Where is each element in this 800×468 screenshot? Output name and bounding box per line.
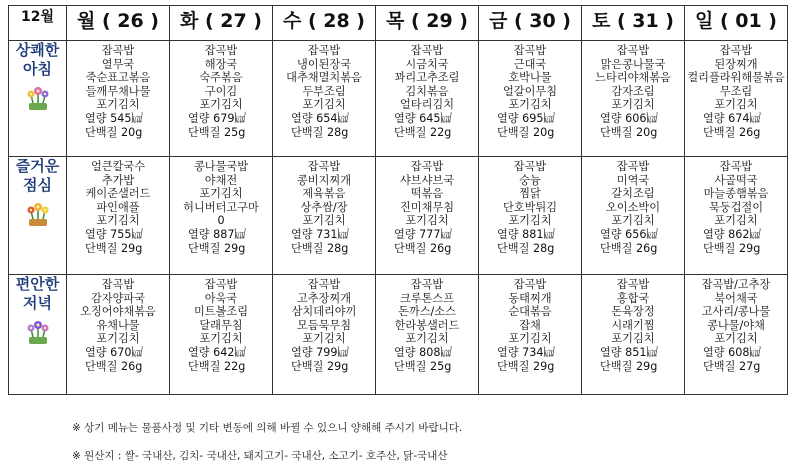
menu-item: 포기김치 bbox=[714, 214, 758, 228]
calorie-value: 열량 654㎉ bbox=[291, 111, 349, 125]
menu-cell bbox=[67, 275, 170, 395]
menu-item: 오이소박이 bbox=[605, 200, 661, 214]
menu-cell bbox=[376, 41, 479, 157]
menu-item: 케이준샐러드 bbox=[85, 187, 151, 201]
menu-item: 묵둥겁절이 bbox=[708, 200, 764, 214]
calorie-value: 열량 777㎉ bbox=[394, 227, 452, 241]
protein-value: 단백질 29g bbox=[600, 359, 658, 373]
protein-value: 단백질 26g bbox=[85, 359, 143, 373]
menu-item: 돈까스/소스 bbox=[398, 305, 456, 319]
menu-item: 고사리/콩나물 bbox=[701, 305, 771, 319]
menu-item: 한라봉샐러드 bbox=[394, 318, 460, 332]
menu-cell bbox=[67, 157, 170, 275]
calorie-value: 열량 734㎉ bbox=[497, 345, 555, 359]
menu-cell bbox=[685, 157, 788, 275]
menu-item: 잡곡밥 bbox=[204, 44, 238, 57]
menu-item: 된장찌개 bbox=[714, 57, 758, 71]
menu-item: 잡곡밥 bbox=[307, 278, 341, 291]
menu-item: 잡곡밥 bbox=[307, 44, 341, 57]
menu-item: 포기김치 bbox=[611, 332, 655, 346]
protein-value: 단백질 28g bbox=[497, 241, 555, 255]
menu-item: 들깨무채나물 bbox=[85, 84, 151, 98]
menu-item: 상추쌈/장 bbox=[300, 200, 348, 214]
menu-item: 감자양파국 bbox=[90, 291, 146, 305]
protein-value: 단백질 29g bbox=[85, 241, 143, 255]
protein-value: 단백질 29g bbox=[703, 241, 761, 255]
menu-cell bbox=[170, 157, 273, 275]
menu-cell bbox=[685, 41, 788, 157]
meal-row bbox=[9, 275, 788, 395]
menu-item: 잡곡밥 bbox=[616, 44, 650, 57]
menu-item: 잡곡밥 bbox=[513, 160, 547, 173]
calorie-value: 열량 851㎉ bbox=[600, 345, 658, 359]
menu-item: 잡곡밥 bbox=[616, 160, 650, 173]
menu-cell bbox=[376, 157, 479, 275]
menu-cell bbox=[479, 41, 582, 157]
menu-item: 포기김치 bbox=[405, 332, 449, 346]
protein-value: 단백질 26g bbox=[600, 241, 658, 255]
menu-item: 추가밥 bbox=[101, 173, 135, 187]
menu-item: 열무국 bbox=[101, 57, 135, 71]
menu-item: 사골떡국 bbox=[714, 173, 758, 187]
menu-item: 느타리야채볶음 bbox=[595, 71, 671, 85]
menu-item: 꽈리고추조림 bbox=[394, 71, 460, 85]
day-header: 목 ( 29 ) bbox=[376, 6, 479, 41]
calorie-value: 열량 808㎉ bbox=[394, 345, 452, 359]
meal-label-text: 점심 bbox=[23, 176, 52, 194]
meal-label bbox=[9, 157, 67, 275]
menu-item: 포기김치 bbox=[405, 214, 449, 228]
calorie-value: 열량 606㎉ bbox=[600, 111, 658, 125]
menu-item: 숙주볶음 bbox=[199, 71, 243, 85]
menu-item: 잡곡밥 bbox=[616, 278, 650, 291]
menu-item: 콩비지찌개 bbox=[296, 173, 352, 187]
protein-value: 단백질 25g bbox=[188, 125, 246, 139]
protein-value: 단백질 28g bbox=[291, 241, 349, 255]
menu-cell bbox=[582, 157, 685, 275]
meal-label-text: 즐거운 bbox=[15, 157, 60, 175]
day-header: 일 ( 01 ) bbox=[685, 6, 788, 41]
calorie-value: 열량 545㎉ bbox=[85, 111, 143, 125]
menu-item: 진미채무침 bbox=[399, 200, 455, 214]
meal-row bbox=[9, 41, 788, 157]
menu-cell bbox=[376, 275, 479, 395]
weekly-menu-table bbox=[8, 5, 788, 395]
meal-label-text: 상쾌한 bbox=[15, 41, 60, 59]
menu-item: 제육볶음 bbox=[302, 187, 346, 201]
meal-row bbox=[9, 157, 788, 275]
menu-item: 포기김치 bbox=[96, 98, 140, 112]
menu-item: 포기김치 bbox=[199, 332, 243, 346]
menu-item: 근대국 bbox=[513, 57, 547, 71]
calorie-value: 열량 670㎉ bbox=[85, 345, 143, 359]
menu-item: 잡곡밥 bbox=[410, 44, 444, 57]
protein-value: 단백질 29g bbox=[497, 359, 555, 373]
menu-item: 파인애플 bbox=[96, 200, 140, 214]
menu-item: 잡곡밥 bbox=[719, 44, 753, 57]
menu-item: 고추장찌개 bbox=[296, 291, 352, 305]
menu-item: 삼치데리야끼 bbox=[291, 305, 357, 319]
meal-label-text: 저녁 bbox=[23, 294, 52, 312]
menu-cell bbox=[273, 157, 376, 275]
protein-value: 단백질 29g bbox=[188, 241, 246, 255]
menu-item: 유채나물 bbox=[96, 318, 140, 332]
menu-item: 잡곡밥 bbox=[513, 278, 547, 291]
menu-item: 포기김치 bbox=[508, 98, 552, 112]
menu-item: 구이김 bbox=[204, 84, 238, 98]
calorie-value: 열량 755㎉ bbox=[85, 227, 143, 241]
menu-item: 컬리플라워해물볶음 bbox=[687, 71, 785, 85]
menu-change-note: ※ 상기 메뉴는 물품사정 및 기타 변동에 의해 바뀔 수 있으니 양해해 주시기 바랍니다. bbox=[72, 422, 463, 434]
menu-item: 대추채멸치볶음 bbox=[286, 71, 362, 85]
day-header: 수 ( 28 ) bbox=[273, 6, 376, 41]
calorie-value: 열량 887㎉ bbox=[188, 227, 246, 241]
protein-value: 단백질 20g bbox=[600, 125, 658, 139]
month-label: 12월 bbox=[9, 6, 67, 41]
protein-value: 단백질 22g bbox=[394, 125, 452, 139]
menu-cell bbox=[479, 157, 582, 275]
menu-item: 해장국 bbox=[204, 57, 238, 71]
menu-cell bbox=[67, 41, 170, 157]
menu-item: 샤브샤브국 bbox=[399, 173, 455, 187]
menu-cell bbox=[273, 275, 376, 395]
menu-item: 포기김치 bbox=[611, 214, 655, 228]
meal-label-text: 아침 bbox=[23, 60, 52, 78]
menu-item: 호박나물 bbox=[508, 71, 552, 85]
menu-item: 포기김치 bbox=[302, 332, 346, 346]
menu-item: 돈육장정 bbox=[611, 305, 655, 319]
menu-item: 포기김치 bbox=[508, 214, 552, 228]
menu-item: 마늘종햄볶음 bbox=[703, 187, 769, 201]
menu-item: 포기김치 bbox=[714, 98, 758, 112]
menu-cell bbox=[479, 275, 582, 395]
menu-item: 두부조림 bbox=[302, 84, 346, 98]
menu-item: 잡곡밥 bbox=[307, 160, 341, 173]
menu-item: 콩나물/야채 bbox=[707, 318, 765, 332]
menu-item: 0 bbox=[217, 214, 225, 228]
menu-item: 홍합국 bbox=[616, 291, 650, 305]
header-row bbox=[9, 6, 788, 41]
meal-label-text: 편안한 bbox=[15, 275, 60, 293]
protein-value: 단백질 22g bbox=[188, 359, 246, 373]
day-header: 금 ( 30 ) bbox=[479, 6, 582, 41]
protein-value: 단백질 27g bbox=[703, 359, 761, 373]
menu-item: 포기김치 bbox=[508, 332, 552, 346]
menu-item: 달래무침 bbox=[199, 318, 243, 332]
calorie-value: 열량 731㎉ bbox=[291, 227, 349, 241]
menu-item: 시래기찜 bbox=[611, 318, 655, 332]
menu-cell bbox=[685, 275, 788, 395]
protein-value: 단백질 28g bbox=[291, 125, 349, 139]
day-header: 월 ( 26 ) bbox=[67, 6, 170, 41]
menu-item: 포기김치 bbox=[302, 98, 346, 112]
calorie-value: 열량 674㎉ bbox=[703, 111, 761, 125]
menu-item: 잡곡밥 bbox=[101, 278, 135, 291]
flower-icon bbox=[9, 83, 66, 111]
menu-item: 잡곡밥/고추장 bbox=[701, 278, 771, 291]
protein-value: 단백질 26g bbox=[394, 241, 452, 255]
menu-item: 잡곡밥 bbox=[204, 278, 238, 291]
calorie-value: 열량 695㎉ bbox=[497, 111, 555, 125]
menu-item: 잡곡밥 bbox=[719, 160, 753, 173]
flower-icon bbox=[9, 199, 66, 227]
menu-item: 잡채 bbox=[519, 318, 541, 332]
calorie-value: 열량 656㎉ bbox=[600, 227, 658, 241]
menu-cell bbox=[170, 41, 273, 157]
menu-item: 찜닭 bbox=[519, 187, 541, 201]
menu-item: 잡곡밥 bbox=[513, 44, 547, 57]
menu-item: 미역국 bbox=[616, 173, 650, 187]
meal-label bbox=[9, 275, 67, 395]
calorie-value: 열량 645㎉ bbox=[394, 111, 452, 125]
calorie-value: 열량 608㎉ bbox=[703, 345, 761, 359]
menu-item: 잡곡밥 bbox=[410, 160, 444, 173]
protein-value: 단백질 20g bbox=[85, 125, 143, 139]
menu-item: 얼큰칼국수 bbox=[90, 160, 146, 173]
menu-item: 포기김치 bbox=[96, 214, 140, 228]
menu-item: 무조림 bbox=[719, 84, 753, 98]
menu-item: 아욱국 bbox=[204, 291, 238, 305]
menu-cell bbox=[582, 41, 685, 157]
menu-cell bbox=[273, 41, 376, 157]
calorie-value: 열량 881㎉ bbox=[497, 227, 555, 241]
menu-item: 죽순표고볶음 bbox=[85, 71, 151, 85]
origin-note: ※ 원산지 : 쌀- 국내산, 김치- 국내산, 돼지고기- 국내산, 소고기- 호주산, 닭-국내산 bbox=[72, 450, 448, 462]
protein-value: 단백질 26g bbox=[703, 125, 761, 139]
menu-cell bbox=[170, 275, 273, 395]
menu-item: 시금치국 bbox=[405, 57, 449, 71]
menu-item: 단호박튀김 bbox=[502, 200, 558, 214]
menu-item: 포기김치 bbox=[96, 332, 140, 346]
menu-item: 포기김치 bbox=[302, 214, 346, 228]
menu-item: 포기김치 bbox=[199, 98, 243, 112]
menu-item: 모듬묵무침 bbox=[296, 318, 352, 332]
calorie-value: 열량 679㎉ bbox=[188, 111, 246, 125]
protein-value: 단백질 20g bbox=[497, 125, 555, 139]
menu-item: 야채전 bbox=[204, 173, 238, 187]
menu-item: 얼타리김치 bbox=[399, 98, 455, 112]
menu-item: 잡곡밥 bbox=[101, 44, 135, 57]
protein-value: 단백질 29g bbox=[291, 359, 349, 373]
menu-item: 포기김치 bbox=[714, 332, 758, 346]
meal-label bbox=[9, 41, 67, 157]
menu-item: 허니버터고구마 bbox=[183, 200, 259, 214]
menu-item: 오징어야채볶음 bbox=[80, 305, 156, 319]
calorie-value: 열량 862㎉ bbox=[703, 227, 761, 241]
menu-item: 맑은콩나물국 bbox=[600, 57, 666, 71]
calorie-value: 열량 799㎉ bbox=[291, 345, 349, 359]
menu-item: 갈치조림 bbox=[611, 187, 655, 201]
flower-icon bbox=[9, 317, 66, 345]
calorie-value: 열량 642㎉ bbox=[188, 345, 246, 359]
menu-item: 크루톤스프 bbox=[399, 291, 455, 305]
menu-item: 동태찌개 bbox=[508, 291, 552, 305]
menu-item: 북어채국 bbox=[714, 291, 758, 305]
menu-item: 순대볶음 bbox=[508, 305, 552, 319]
protein-value: 단백질 25g bbox=[394, 359, 452, 373]
menu-item: 숭늉 bbox=[519, 173, 541, 187]
menu-item: 포기김치 bbox=[199, 187, 243, 201]
menu-item: 감자조림 bbox=[611, 84, 655, 98]
day-header: 토 ( 31 ) bbox=[582, 6, 685, 41]
menu-item: 김치볶음 bbox=[405, 84, 449, 98]
menu-item: 콩나물국밥 bbox=[193, 160, 249, 173]
menu-item: 냉이된장국 bbox=[296, 57, 352, 71]
menu-item: 잡곡밥 bbox=[410, 278, 444, 291]
menu-item: 떡볶음 bbox=[410, 187, 444, 201]
menu-cell bbox=[582, 275, 685, 395]
menu-item: 얼갈이무침 bbox=[502, 84, 558, 98]
menu-item: 포기김치 bbox=[611, 98, 655, 112]
day-header: 화 ( 27 ) bbox=[170, 6, 273, 41]
menu-item: 미트볼조림 bbox=[193, 305, 249, 319]
